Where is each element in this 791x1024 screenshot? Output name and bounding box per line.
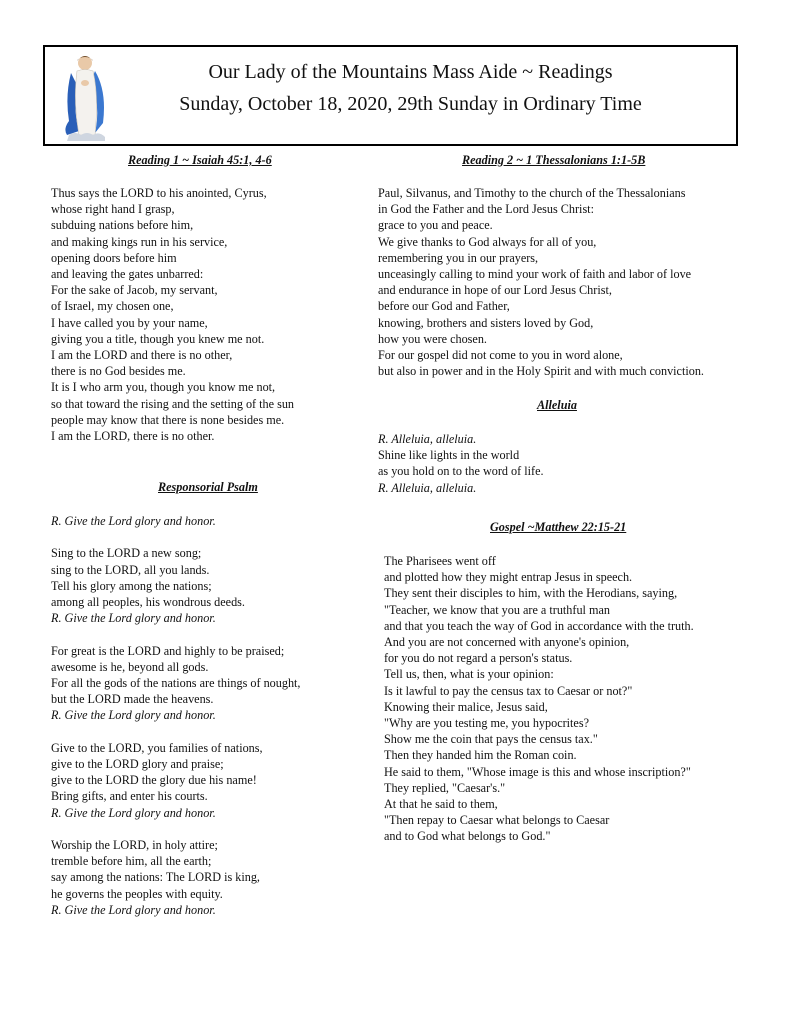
response-line: R. Give the Lord glory and honor.	[51, 805, 216, 820]
text-line: people may know that there is none besides me.	[51, 412, 285, 427]
response-line: R. Alleluia, alleluia.	[378, 432, 477, 446]
text-line: Then they handed him the Roman coin.	[384, 748, 577, 763]
text-line: Sing to the LORD a new song;	[51, 546, 202, 561]
text-line: Knowing their malice, Jesus said,	[384, 699, 548, 714]
text-line: but the LORD made the heavens.	[51, 692, 214, 707]
text-line: The Pharisees went off	[384, 554, 496, 568]
text-line: and that you teach the way of God in accordance with the truth.	[384, 618, 694, 633]
text-line: and leaving the gates unbarred:	[51, 267, 204, 282]
text-line: as you hold on to the word of life.	[378, 464, 544, 479]
text-line: tremble before him, all the earth;	[51, 854, 212, 869]
text-line: giving you a title, though you knew me not.	[51, 331, 265, 346]
text-line: For all the gods of the nations are things of nought,	[51, 676, 301, 690]
text-line: and plotted how they might entrap Jesus in speech.	[384, 570, 633, 585]
text-line: "Teacher, we know that you are a truthful man	[384, 602, 610, 617]
text-line: knowing, brothers and sisters loved by God,	[378, 315, 594, 330]
text-line: in God the Father and the Lord Jesus Christ:	[378, 202, 594, 217]
text-line: so that toward the rising and the setting of the sun	[51, 396, 295, 411]
psalm-heading: Responsorial Psalm	[158, 480, 258, 494]
text-line: They replied, "Caesar's."	[384, 780, 506, 795]
text-line: Bring gifts, and enter his courts.	[51, 789, 208, 804]
text-line: Thus says the LORD to his anointed, Cyrus,	[51, 186, 267, 200]
text-line: Tell his glory among the nations;	[51, 578, 212, 593]
page-subtitle: Sunday, October 18, 2020, 29th Sunday in Ordinary Time	[179, 93, 642, 115]
text-line: for you do not regard a person's status.	[384, 651, 573, 666]
text-line: Tell us, then, what is your opinion:	[384, 667, 554, 682]
response-line: R. Give the Lord glory and honor.	[51, 708, 216, 723]
text-line: there is no God besides me.	[51, 364, 186, 379]
text-line: Paul, Silvanus, and Timothy to the church of the Thessalonians	[378, 186, 686, 200]
reading2-heading: Reading 2 ~ 1 Thessalonians 1:1-5B	[462, 153, 646, 167]
text-line: I have called you by your name,	[51, 315, 208, 330]
text-line: whose right hand I grasp,	[51, 202, 175, 217]
text-line: They sent their disciples to him, with the Herodians, saying,	[384, 586, 678, 601]
text-line: of Israel, my chosen one,	[51, 299, 174, 314]
alleluia-text	[378, 431, 544, 496]
text-line: I am the LORD and there is no other,	[51, 348, 233, 363]
response-line: R. Alleluia, alleluia.	[378, 480, 477, 495]
header-box	[43, 45, 738, 146]
text-line: Is it lawful to pay the census tax to Caesar or not?"	[384, 683, 633, 698]
text-line: "Then repay to Caesar what belongs to Caesar	[384, 813, 610, 828]
text-line: I am the LORD, there is no other.	[51, 429, 215, 444]
text-line: give to the LORD glory and praise;	[51, 757, 224, 771]
text-line: say among the nations: The LORD is king,	[51, 870, 260, 885]
text-line: For great is the LORD and highly to be praised;	[51, 643, 285, 658]
text-line: Worship the LORD, in holy attire;	[51, 838, 218, 852]
text-line: "Why are you testing me, you hypocrites?	[384, 716, 589, 731]
text-line: he governs the peoples with equity.	[51, 886, 223, 901]
alleluia-heading: Alleluia	[537, 398, 577, 412]
reading1-heading: Reading 1 ~ Isaiah 45:1, 4-6	[128, 153, 272, 167]
text-line: before our God and Father,	[378, 299, 510, 314]
text-line: grace to you and peace.	[378, 218, 493, 233]
text-line: He said to them, "Whose image is this and whose inscription?"	[384, 764, 691, 779]
text-line: It is I who arm you, though you know me not,	[51, 380, 276, 395]
text-line: but also in power and in the Holy Spirit and with much conviction.	[378, 364, 704, 379]
reading2-text	[378, 185, 704, 379]
text-line: and to God what belongs to God."	[384, 829, 551, 844]
text-line: We give thanks to God always for all of you,	[378, 234, 597, 249]
text-line: remembering you in our prayers,	[378, 250, 539, 265]
text-line: among all peoples, his wondrous deeds.	[51, 595, 245, 609]
gospel-heading: Gospel ~Matthew 22:15-21	[490, 520, 627, 534]
text-line: sing to the LORD, all you lands.	[51, 562, 210, 577]
response-line: R. Give the Lord glory and honor.	[51, 611, 216, 626]
text-line: and making kings run in his service,	[51, 234, 228, 249]
text-line: opening doors before him	[51, 250, 177, 265]
text-line: Show me the coin that pays the census tax."	[384, 732, 598, 747]
text-line: Shine like lights in the world	[378, 448, 520, 463]
psalm-text	[51, 513, 300, 918]
text-line: And you are not concerned with anyone's opinion,	[384, 635, 630, 650]
text-line: give to the LORD the glory due his name!	[51, 773, 257, 788]
text-line: unceasingly calling to mind your work of faith and labor of love	[378, 267, 692, 282]
text-line: For our gospel did not come to you in word alone,	[378, 348, 623, 363]
page-title: Our Lady of the Mountains Mass Aide ~ Readings	[208, 61, 613, 83]
text-line: At that he said to them,	[384, 797, 498, 812]
text-line: subduing nations before him,	[51, 218, 194, 233]
response-line: R. Give the Lord glory and honor.	[51, 514, 216, 528]
text-line: awesome is he, beyond all gods.	[51, 659, 209, 674]
text-line: and endurance in hope of our Lord Jesus Christ,	[378, 283, 612, 298]
reading1-text	[51, 185, 294, 444]
response-line: R. Give the Lord glory and honor.	[51, 902, 216, 917]
text-line: how you were chosen.	[378, 331, 487, 346]
gospel-text	[384, 553, 694, 845]
text-line: Give to the LORD, you families of nations,	[51, 740, 263, 755]
text-line: For the sake of Jacob, my servant,	[51, 283, 218, 298]
